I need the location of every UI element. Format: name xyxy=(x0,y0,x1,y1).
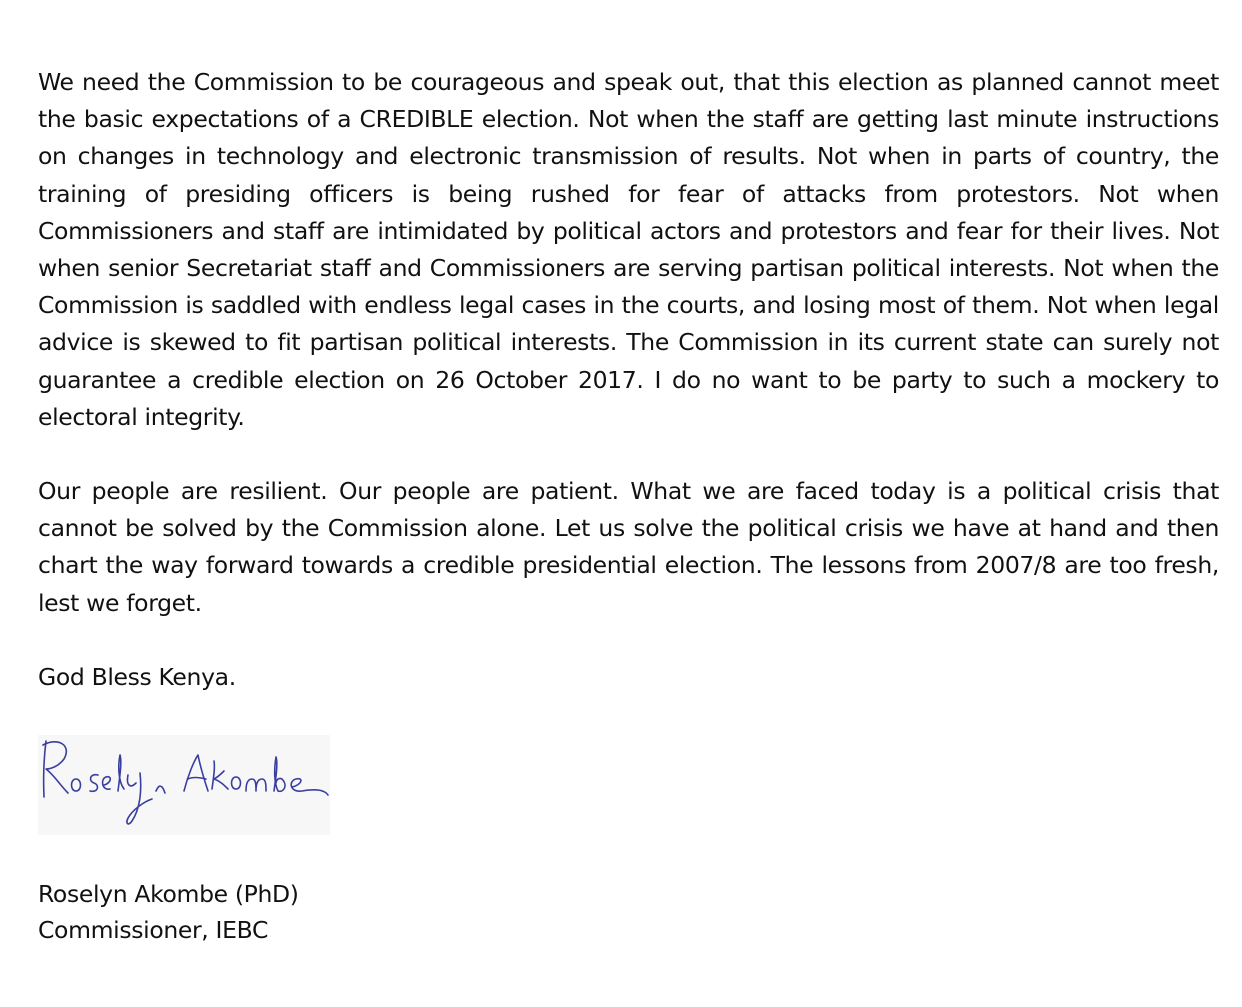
letter-body xyxy=(38,64,1219,696)
signatory-title: Commissioner, IEBC xyxy=(38,916,269,944)
signatory-name: Roselyn Akombe (PhD) xyxy=(38,880,299,908)
handwritten-signature xyxy=(38,735,330,835)
paragraph-political-crisis: Our people are resilient. Our people are patient. What we are faced today is a political crisis that cannot be solved by the Commission alone. Let us solve the political crisis we have at hand and then chart the way forward towards a credible presidential election. The lessons from 2007/8 are too fresh, lest we forget. xyxy=(38,477,1219,617)
closing-blessing: God Bless Kenya. xyxy=(38,662,236,691)
paragraph-credibility: We need the Commission to be courageous and speak out, that this election as planned cannot meet the basic expectations of a CREDIBLE election. Not when the staff are getting last minute instructions on changes in technology and electronic transmission of results. Not when in parts of country, the training of presiding officers is being rushed for fear of attacks from protestors. Not when Commissioners and staff are intimidated by political actors and protestors and fear for their lives. Not when senior Secretariat staff and Commissioners are serving partisan political interests. Not when the Commission is saddled with endless legal cases in the courts, and losing most of them. Not when legal advice is skewed to fit partisan political interests. The Commission in its current state can surely not guarantee a credible election on 26 October 2017. I do no want to be party to such a mockery to electoral integrity. xyxy=(38,68,1219,431)
signature-block xyxy=(38,876,299,948)
